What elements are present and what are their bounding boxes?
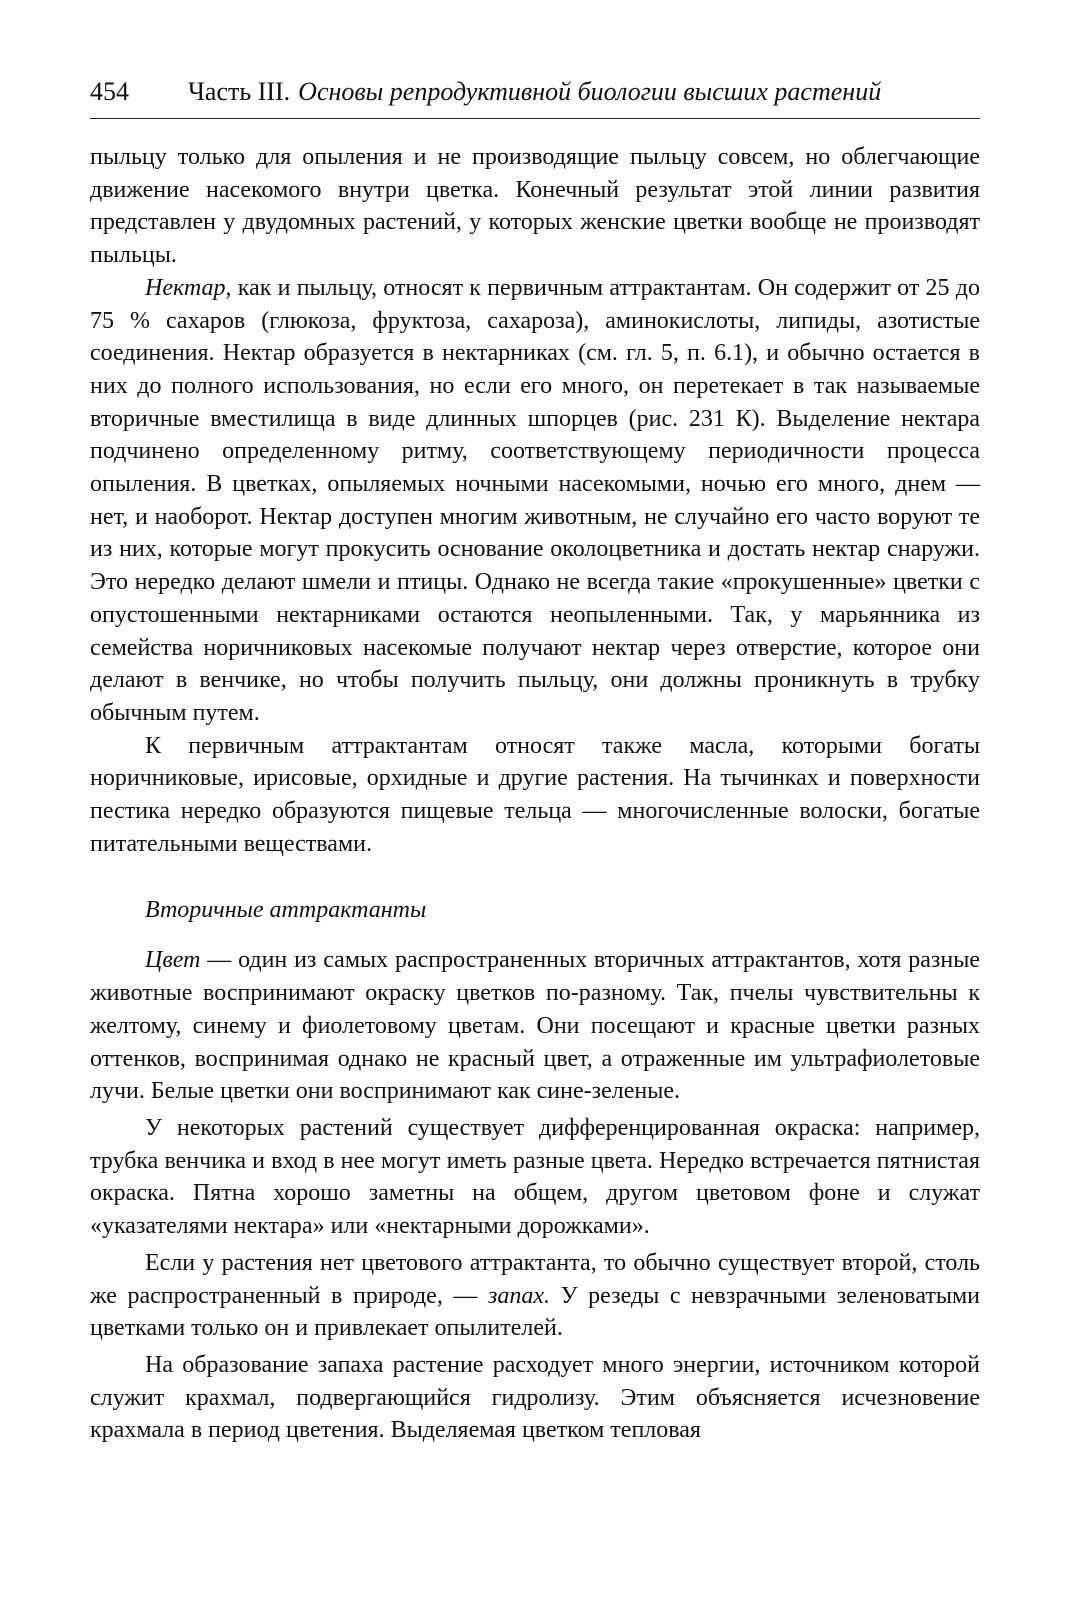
paragraph-scent-text: У резеды с невзрачными зеленоватыми цветками только он и привлекает опылителей. bbox=[90, 1282, 980, 1342]
term-nectar: Нектар, bbox=[145, 274, 232, 301]
paragraph-nectar bbox=[90, 272, 980, 730]
term-scent: запах. bbox=[487, 1282, 550, 1309]
subsection-title: Вторичные аттрактанты bbox=[145, 897, 427, 924]
paragraph-oils: К первичным аттрактантам относят также масла, которыми богаты норичниковые, ирисовые, орхидные и другие растения. На тычинках и поверхности пестика нередко образуются пищевые тельца — многочисленные волоски, богатые питательными веществами. bbox=[90, 732, 980, 857]
running-header bbox=[90, 72, 980, 119]
paragraph-nectar-text: как и пыльцу, относят к первичным аттрактантам. Он содержит от 25 до 75 % сахаров (глюкоза, фруктоза, сахароза), аминокислоты, липиды, азотистые соединения. Нектар образуется в нектарниках (см. гл. 5, п. 6.1), и обычно остается в них до полного использования, но если его много, он перетекает в так называемые вторичные вместилища в виде длинных шпорцев (рис. 231 К). Выделение нектара подчинено определенному ритму, соответствующему периодичности процесса опыления. В цветках, опыляемых ночными насекомыми, ночью его много, днем — нет, и наоборот. Нектар доступен многим животным, не случайно его часто воруют те из них, которые могут прокусить основание околоцветника и достать нектар снаружи. Это нередко делают шмели и птицы. Однако не всегда такие «прокушенные» цветки с опустошенными нектарниками остаются неопыленными. Так, у марьянника из семейства норичниковых насекомые получают нектар через отверстие, которое они делают в венчике, но чтобы получить пыльцу, они должны проникнуть в трубку обычным путем. bbox=[90, 274, 980, 726]
body-text bbox=[90, 141, 980, 1447]
paragraph-coloring: У некоторых растений существует дифференцированная окраска: например, трубка венчика и вход в нее могут иметь разные цвета. Нередко встречается пятнистая окраска. Пятна хорошо заметны на общем, другом цветовом фоне и служат «указателями нектара» или «нектарными дорожками». bbox=[90, 1114, 980, 1240]
page-number: 454 bbox=[90, 77, 129, 106]
paragraph-scent bbox=[90, 1247, 980, 1345]
part-label: Часть III. bbox=[188, 77, 291, 106]
book-page bbox=[90, 72, 980, 1447]
paragraph-color-text: — один из самых распространенных вторичных аттрактантов, хотя разные животные воспринимают окраску цветков по-разному. Так, пчелы чувствительны к желтому, синему и фиолетовому цветам. Они посещают и красные цветки разных оттенков, воспринимая однако не красный цвет, а отраженные им ультрафиолетовые лучи. Белые цветки они воспринимают как сине-зеленые. bbox=[90, 947, 980, 1105]
part-title: Основы репродуктивной биологии высших растений bbox=[298, 77, 882, 106]
paragraph-continued: пыльцу только для опыления и не производящие пыльцу совсем, но облегчающие движение насекомого внутри цветка. Конечный результат этой линии развития представлен у двудомных растений, у которых женские цветки вообще не производят пыльцы. bbox=[90, 144, 980, 269]
paragraph-energy: На образование запаха растение расходует много энергии, источником которой служит крахмал, подвергающийся гидролизу. Этим объясняется исчезновение крахмала в период цветения. Выделяемая цветком тепловая bbox=[90, 1351, 980, 1444]
paragraph-scent-start: Если у растения нет цветового аттрактанта, то обычно существует второй, столь же распространенный в природе, — bbox=[90, 1249, 980, 1309]
term-color: Цвет bbox=[145, 947, 201, 974]
paragraph-color bbox=[90, 944, 980, 1108]
